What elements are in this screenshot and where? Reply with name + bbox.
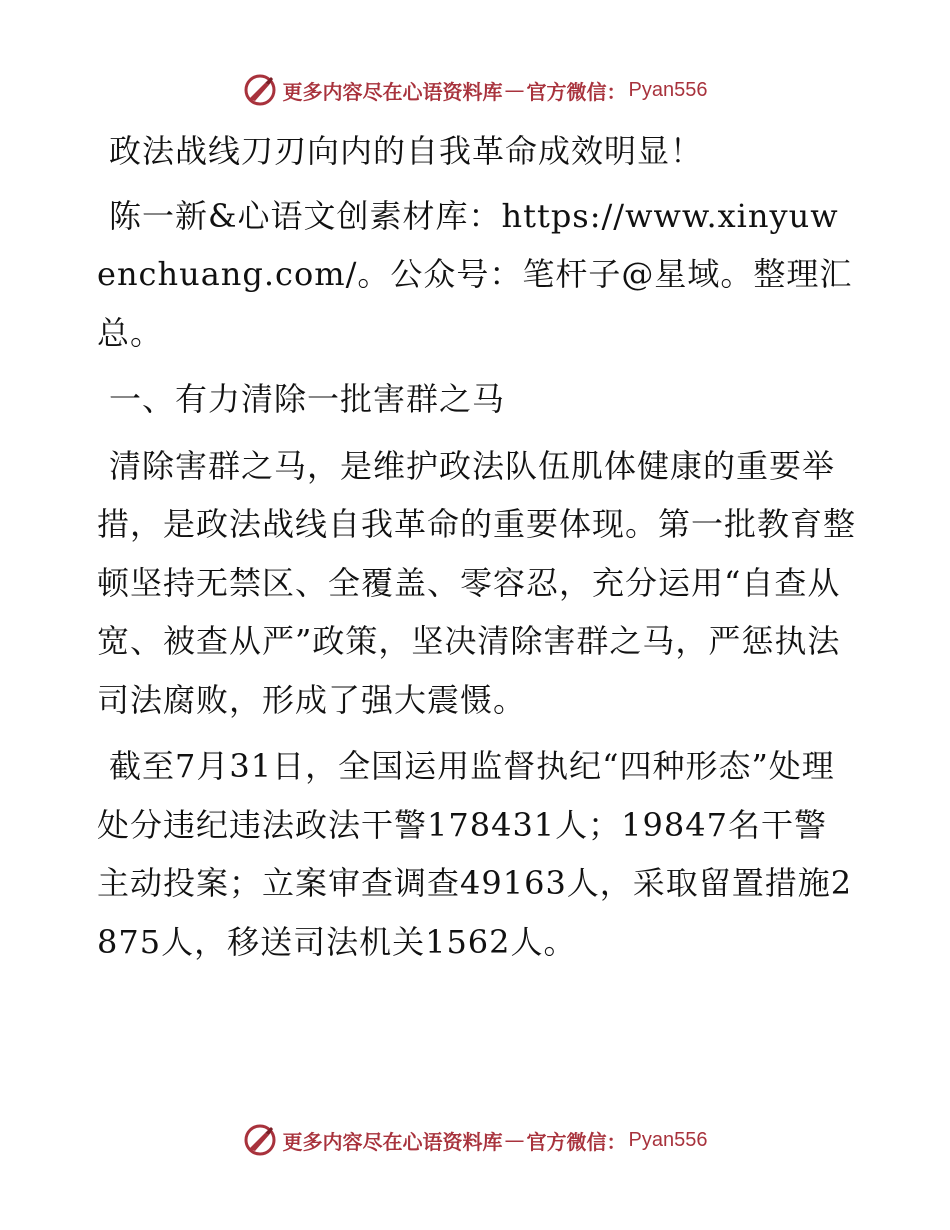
watermark-dash: — — [504, 78, 525, 102]
pen-logo-icon — [243, 1123, 277, 1157]
header-watermark — [0, 70, 950, 110]
pen-logo-icon — [243, 73, 277, 107]
paragraph-2: 截至7月31日，全国运用监督执纪“四种形态”处理处分违纪违法政法干警178431人；19847名干警主动投案；立案审查调查49163人，采取留置措施2875人，移送司法机关1562人。 — [97, 747, 853, 961]
watermark-wechat-id: Pyan556 — [628, 1128, 708, 1151]
watermark-wechat-id: Pyan556 — [628, 78, 708, 101]
article-title: 政法战线刀刃向内的自我革命成效明显！ — [109, 132, 704, 170]
watermark-dash: — — [504, 1128, 525, 1152]
article-source: 陈一新&心语文创素材库：https://www.xinyuwenchuang.com/。公众号：笔杆子@星域。整理汇总。 — [97, 196, 853, 352]
watermark-official: 官方微信： — [526, 1129, 627, 1154]
watermark-text: 更多内容尽在心语资料库 — [282, 79, 503, 104]
watermark-text: 更多内容尽在心语资料库 — [282, 1129, 503, 1154]
paragraph-1: 清除害群之马，是维护政法队伍肌体健康的重要举措，是政法战线自我革命的重要体现。第一批教育整顿坚持无禁区、全覆盖、零容忍，充分运用“自查从宽、被查从严”政策，坚决清除害群之马，严惩执法司法腐败，形成了强大震慑。 — [97, 446, 857, 719]
watermark-official: 官方微信： — [526, 79, 627, 104]
section-heading: 一、有力清除一批害群之马 — [109, 380, 506, 418]
document-body — [97, 122, 857, 979]
footer-watermark — [0, 1120, 950, 1160]
